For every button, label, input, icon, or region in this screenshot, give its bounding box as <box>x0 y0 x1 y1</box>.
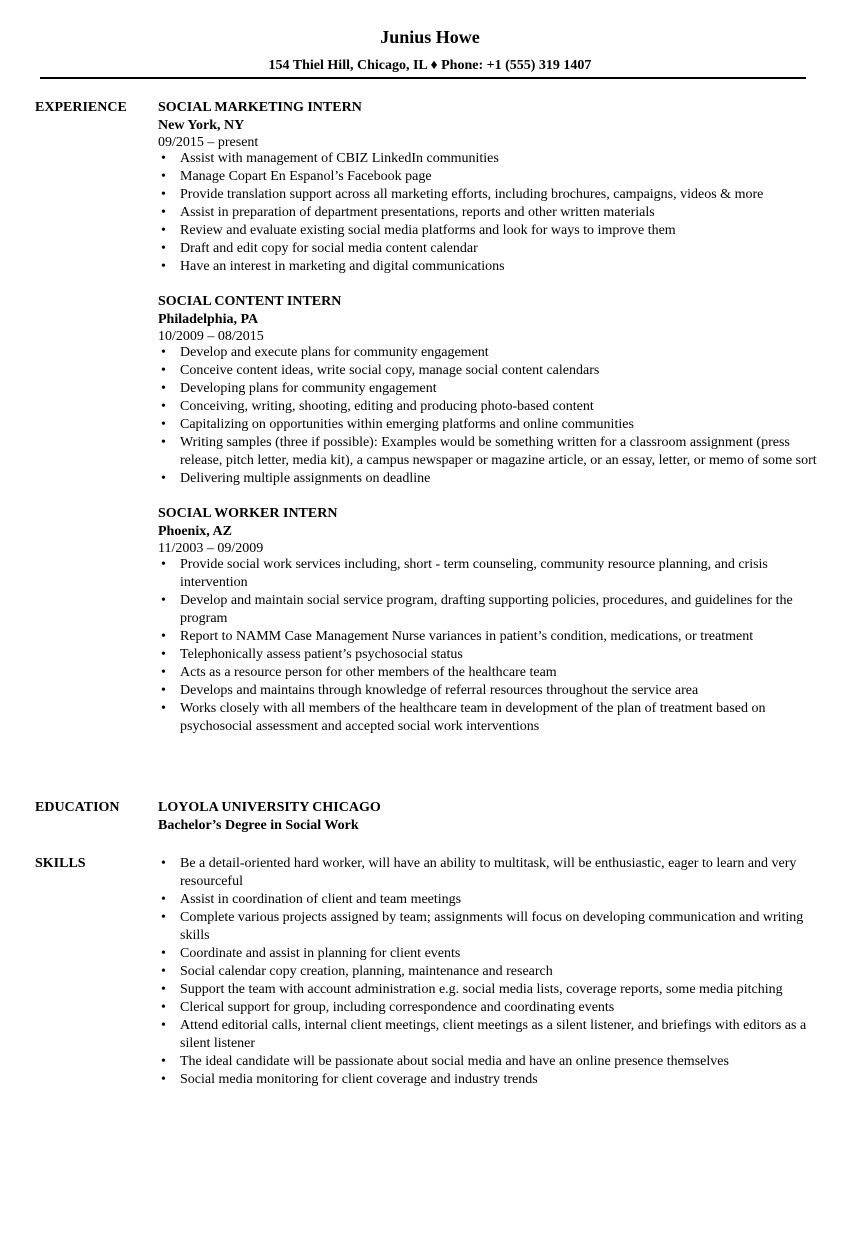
list-item: • Writing samples (three if possible): Examples would be something written for a classroom assignment (press release, pitch letter, media kit), a campus newspaper or magazine article, or an essay, letter, or memo of some sort <box>158 434 820 470</box>
list-item: • Capitalizing on opportunities within emerging platforms and online communities <box>158 416 820 434</box>
experience-section <box>35 99 820 751</box>
list-item: • Acts as a resource person for other members of the healthcare team <box>158 664 820 682</box>
job-title: SOCIAL MARKETING INTERN <box>158 100 362 115</box>
list-item: • Assist in preparation of department presentations, reports and other written materials <box>158 204 820 222</box>
list-item: • Support the team with account administration e.g. social media lists, coverage reports, some media pitching <box>158 981 820 999</box>
candidate-name: Junius Howe <box>380 27 480 47</box>
job-dates: 09/2015 – present <box>158 135 259 150</box>
job-entry <box>158 293 820 488</box>
list-item: • Conceiving, writing, shooting, editing and producing photo-based content <box>158 398 820 416</box>
degree: Bachelor’s Degree in Social Work <box>158 818 359 833</box>
job-title: SOCIAL CONTENT INTERN <box>158 294 342 309</box>
job-location: Philadelphia, PA <box>158 312 259 327</box>
list-item: • Provide translation support across all marketing efforts, including brochures, campaigns, videos & more <box>158 186 820 204</box>
experience-heading: EXPERIENCE <box>35 100 127 115</box>
list-item: • Develop and execute plans for community engagement <box>158 344 820 362</box>
list-item: • Telephonically assess patient’s psychosocial status <box>158 646 820 664</box>
job-location: New York, NY <box>158 118 245 133</box>
job-bullets <box>158 344 820 488</box>
list-item: • The ideal candidate will be passionate about social media and have an online presence themselves <box>158 1053 820 1071</box>
list-item: • Develop and maintain social service program, drafting supporting policies, procedures, and guidelines for the program <box>158 592 820 628</box>
list-item: • Develops and maintains through knowledge of referral resources throughout the service area <box>158 682 820 700</box>
list-item: • Assist with management of CBIZ LinkedIn communities <box>158 150 820 168</box>
contact-line: 154 Thiel Hill, Chicago, IL ♦ Phone: +1 (555) 319 1407 <box>268 58 592 73</box>
list-item: • Report to NAMM Case Management Nurse variances in patient’s condition, medications, or treatment <box>158 628 820 646</box>
list-item: • Have an interest in marketing and digital communications <box>158 258 820 276</box>
job-entry <box>158 505 820 736</box>
list-item: • Provide social work services including, short - term counseling, community resource planning, and crisis intervention <box>158 556 820 592</box>
list-item: • Social calendar copy creation, planning, maintenance and research <box>158 963 820 981</box>
job-dates: 10/2009 – 08/2015 <box>158 329 264 344</box>
skills-bullets <box>158 855 820 1089</box>
list-item: • Social media monitoring for client coverage and industry trends <box>158 1071 820 1089</box>
list-item: • Be a detail-oriented hard worker, will have an ability to multitask, will be enthusiastic, eager to learn and very resourceful <box>158 855 820 891</box>
job-title: SOCIAL WORKER INTERN <box>158 506 338 521</box>
job-entry <box>158 99 820 276</box>
job-dates: 11/2003 – 09/2009 <box>158 541 264 556</box>
list-item: • Coordinate and assist in planning for client events <box>158 945 820 963</box>
list-item: • Conceive content ideas, write social copy, manage social content calendars <box>158 362 820 380</box>
job-bullets <box>158 556 820 736</box>
list-item: • Clerical support for group, including correspondence and coordinating events <box>158 999 820 1017</box>
list-item: • Review and evaluate existing social media platforms and look for ways to improve them <box>158 222 820 240</box>
list-item: • Attend editorial calls, internal client meetings, client meetings as a silent listener, and briefings with editors as a silent listener <box>158 1017 820 1053</box>
list-item: • Works closely with all members of the healthcare team in development of the plan of treatment based on psychosocial assessment and accepted social work interventions <box>158 700 820 736</box>
list-item: • Delivering multiple assignments on deadline <box>158 470 820 488</box>
education-section <box>35 799 820 835</box>
list-item: • Draft and edit copy for social media content calendar <box>158 240 820 258</box>
skills-heading: SKILLS <box>35 856 86 871</box>
resume-header <box>0 0 860 74</box>
school-name: LOYOLA UNIVERSITY CHICAGO <box>158 800 381 815</box>
list-item: • Assist in coordination of client and team meetings <box>158 891 820 909</box>
header-divider <box>40 77 806 79</box>
job-location: Phoenix, AZ <box>158 524 232 539</box>
list-item: • Manage Copart En Espanol’s Facebook page <box>158 168 820 186</box>
education-heading: EDUCATION <box>35 800 120 815</box>
list-item: • Developing plans for community engagement <box>158 380 820 398</box>
skills-section <box>35 855 820 1089</box>
list-item: • Complete various projects assigned by team; assignments will focus on developing communication and writing skills <box>158 909 820 945</box>
job-bullets <box>158 150 820 276</box>
